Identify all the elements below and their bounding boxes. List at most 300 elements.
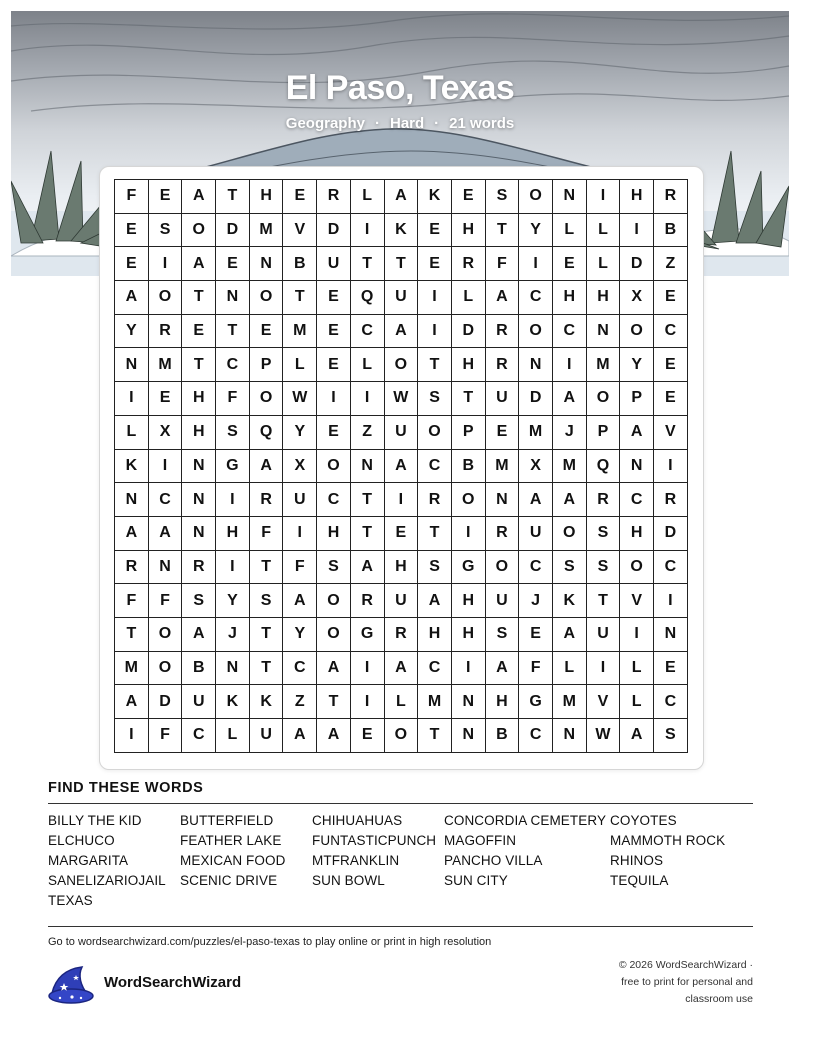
grid-cell[interactable]: M [418, 685, 452, 719]
grid-cell[interactable]: B [452, 450, 486, 484]
grid-cell[interactable]: E [317, 416, 351, 450]
grid-cell[interactable]: C [620, 483, 654, 517]
grid-cell[interactable]: O [418, 416, 452, 450]
grid-cell[interactable]: S [486, 618, 520, 652]
grid-cell[interactable]: E [654, 348, 688, 382]
grid-cell[interactable]: J [216, 618, 250, 652]
grid-cell[interactable]: T [452, 382, 486, 416]
grid-cell[interactable]: G [452, 551, 486, 585]
grid-cell[interactable]: H [452, 214, 486, 248]
grid-cell[interactable]: K [115, 450, 149, 484]
grid-cell[interactable]: Z [351, 416, 385, 450]
grid-cell[interactable]: T [418, 719, 452, 753]
grid-cell[interactable]: I [149, 450, 183, 484]
grid-cell[interactable]: C [283, 652, 317, 686]
grid-cell[interactable]: I [553, 348, 587, 382]
grid-cell[interactable]: H [250, 180, 284, 214]
grid-cell[interactable]: E [317, 281, 351, 315]
grid-cell[interactable]: R [587, 483, 621, 517]
grid-cell[interactable]: U [519, 517, 553, 551]
grid-cell[interactable]: I [620, 214, 654, 248]
grid-cell[interactable]: O [317, 618, 351, 652]
grid-cell[interactable]: E [283, 180, 317, 214]
grid-cell[interactable]: O [149, 652, 183, 686]
grid-cell[interactable]: G [216, 450, 250, 484]
grid-cell[interactable]: H [385, 551, 419, 585]
grid-cell[interactable]: I [452, 517, 486, 551]
grid-cell[interactable]: S [149, 214, 183, 248]
grid-cell[interactable]: E [250, 315, 284, 349]
grid-cell[interactable]: E [553, 247, 587, 281]
grid-cell[interactable]: D [620, 247, 654, 281]
grid-cell[interactable]: B [654, 214, 688, 248]
grid-cell[interactable]: H [587, 281, 621, 315]
grid-cell[interactable]: Z [654, 247, 688, 281]
grid-cell[interactable]: R [486, 315, 520, 349]
grid-cell[interactable]: V [620, 584, 654, 618]
grid-cell[interactable]: L [283, 348, 317, 382]
grid-cell[interactable]: K [385, 214, 419, 248]
grid-cell[interactable]: N [115, 348, 149, 382]
grid-cell[interactable]: I [418, 281, 452, 315]
grid-cell[interactable]: W [587, 719, 621, 753]
grid-cell[interactable]: J [553, 416, 587, 450]
grid-cell[interactable]: S [418, 551, 452, 585]
grid-cell[interactable]: H [452, 348, 486, 382]
grid-cell[interactable]: A [620, 719, 654, 753]
grid-cell[interactable]: T [182, 348, 216, 382]
grid-cell[interactable]: C [654, 685, 688, 719]
grid-cell[interactable]: Y [216, 584, 250, 618]
grid-cell[interactable]: D [216, 214, 250, 248]
footer-link-text[interactable]: Go to wordsearchwizard.com/puzzles/el-paso-texas to play online or print in high resolution [48, 936, 492, 948]
grid-cell[interactable]: I [587, 652, 621, 686]
grid-cell[interactable]: A [115, 685, 149, 719]
grid-cell[interactable]: V [283, 214, 317, 248]
grid-cell[interactable]: S [216, 416, 250, 450]
grid-cell[interactable]: F [486, 247, 520, 281]
grid-cell[interactable]: N [216, 281, 250, 315]
word-item: PANCHO VILLA [444, 853, 543, 868]
grid-cell[interactable]: I [620, 618, 654, 652]
grid-cell[interactable]: O [317, 450, 351, 484]
grid-cell[interactable]: U [182, 685, 216, 719]
grid-cell[interactable]: I [587, 180, 621, 214]
grid-cell[interactable]: S [587, 517, 621, 551]
grid-cell[interactable]: F [115, 584, 149, 618]
grid-cell[interactable]: U [283, 483, 317, 517]
grid-cell[interactable]: I [519, 247, 553, 281]
grid-cell[interactable]: S [587, 551, 621, 585]
grid-cell[interactable]: I [351, 652, 385, 686]
grid-cell[interactable]: P [620, 382, 654, 416]
grid-cell[interactable]: L [351, 180, 385, 214]
grid-cell[interactable]: N [620, 450, 654, 484]
grid-cell[interactable]: N [149, 551, 183, 585]
word-item: CHIHUAHUAS [312, 813, 403, 828]
grid-cell[interactable]: N [519, 348, 553, 382]
grid-cell[interactable]: E [452, 180, 486, 214]
grid-cell[interactable]: C [149, 483, 183, 517]
grid-cell[interactable]: A [553, 382, 587, 416]
grid-cell[interactable]: A [620, 416, 654, 450]
grid-cell[interactable]: P [587, 416, 621, 450]
grid-cell[interactable]: L [115, 416, 149, 450]
grid-cell[interactable]: U [587, 618, 621, 652]
grid-cell[interactable]: L [351, 348, 385, 382]
grid-cell[interactable]: I [351, 685, 385, 719]
grid-cell[interactable]: S [553, 551, 587, 585]
grid-cell[interactable]: H [620, 517, 654, 551]
grid-cell[interactable]: A [351, 551, 385, 585]
grid-cell[interactable]: N [216, 652, 250, 686]
grid-cell[interactable]: A [385, 450, 419, 484]
grid-cell[interactable]: Z [283, 685, 317, 719]
grid-cell[interactable]: S [182, 584, 216, 618]
grid-cell[interactable]: B [486, 719, 520, 753]
grid-cell[interactable]: H [317, 517, 351, 551]
grid-cell[interactable]: L [452, 281, 486, 315]
grid-cell[interactable]: I [654, 450, 688, 484]
grid-cell[interactable]: X [283, 450, 317, 484]
grid-cell[interactable]: N [182, 450, 216, 484]
grid-cell[interactable]: X [149, 416, 183, 450]
grid-cell[interactable]: R [385, 618, 419, 652]
grid-cell[interactable]: T [418, 348, 452, 382]
grid-cell[interactable]: H [216, 517, 250, 551]
grid-cell[interactable]: T [486, 214, 520, 248]
grid-cell[interactable]: O [553, 517, 587, 551]
grid-cell[interactable]: T [216, 180, 250, 214]
grid-cell[interactable]: V [654, 416, 688, 450]
grid-cell[interactable]: O [519, 180, 553, 214]
letter-grid[interactable] [114, 179, 688, 753]
grid-cell[interactable]: U [250, 719, 284, 753]
grid-cell[interactable]: I [115, 382, 149, 416]
grid-cell[interactable]: I [654, 584, 688, 618]
grid-cell[interactable]: T [250, 652, 284, 686]
grid-cell[interactable]: T [385, 247, 419, 281]
grid-cell[interactable]: H [418, 618, 452, 652]
grid-cell[interactable]: H [182, 416, 216, 450]
category-label: Geography [285, 115, 365, 132]
grid-cell[interactable]: S [250, 584, 284, 618]
grid-cell[interactable]: I [418, 315, 452, 349]
grid-cell[interactable]: E [115, 214, 149, 248]
grid-cell[interactable]: N [351, 450, 385, 484]
grid-cell[interactable]: M [553, 685, 587, 719]
grid-cell[interactable]: Y [283, 618, 317, 652]
grid-cell[interactable]: M [553, 450, 587, 484]
grid-cell[interactable]: A [149, 517, 183, 551]
grid-cell[interactable]: R [182, 551, 216, 585]
grid-cell[interactable]: N [587, 315, 621, 349]
grid-cell[interactable]: C [182, 719, 216, 753]
grid-cell[interactable]: A [486, 281, 520, 315]
grid-cell[interactable]: N [250, 247, 284, 281]
grid-cell[interactable]: A [182, 180, 216, 214]
grid-cell[interactable]: A [115, 281, 149, 315]
grid-cell[interactable]: U [385, 584, 419, 618]
grid-cell[interactable]: A [486, 652, 520, 686]
grid-cell[interactable]: S [654, 719, 688, 753]
divider [48, 926, 753, 927]
grid-cell[interactable]: T [587, 584, 621, 618]
grid-cell[interactable]: R [486, 517, 520, 551]
grid-cell[interactable]: D [317, 214, 351, 248]
grid-cell[interactable]: O [182, 214, 216, 248]
grid-cell[interactable]: H [553, 281, 587, 315]
grid-cell[interactable]: K [250, 685, 284, 719]
grid-cell[interactable]: V [587, 685, 621, 719]
grid-cell[interactable]: C [553, 315, 587, 349]
grid-cell[interactable]: E [654, 382, 688, 416]
grid-cell[interactable]: N [182, 483, 216, 517]
separator: · [434, 115, 440, 132]
grid-cell[interactable]: M [250, 214, 284, 248]
grid-cell[interactable]: A [553, 483, 587, 517]
grid-cell[interactable]: T [250, 618, 284, 652]
grid-cell[interactable]: E [654, 652, 688, 686]
grid-cell[interactable]: T [250, 551, 284, 585]
grid-cell[interactable]: F [115, 180, 149, 214]
grid-cell[interactable]: N [553, 719, 587, 753]
grid-cell[interactable]: F [283, 551, 317, 585]
grid-cell[interactable]: M [587, 348, 621, 382]
grid-cell[interactable]: C [519, 551, 553, 585]
grid-cell[interactable]: A [553, 618, 587, 652]
grid-cell[interactable]: I [452, 652, 486, 686]
grid-cell[interactable]: D [654, 517, 688, 551]
grid-cell[interactable]: Q [587, 450, 621, 484]
grid-cell[interactable]: A [385, 652, 419, 686]
grid-cell[interactable]: G [519, 685, 553, 719]
grid-cell[interactable]: A [250, 450, 284, 484]
grid-cell[interactable]: S [418, 382, 452, 416]
grid-cell[interactable]: R [250, 483, 284, 517]
grid-cell[interactable]: I [351, 382, 385, 416]
grid-cell[interactable]: F [519, 652, 553, 686]
grid-cell[interactable]: O [486, 551, 520, 585]
grid-cell[interactable]: H [182, 382, 216, 416]
grid-cell[interactable]: I [351, 214, 385, 248]
grid-cell[interactable]: C [351, 315, 385, 349]
grid-cell[interactable]: E [317, 315, 351, 349]
word-item: TEXAS [48, 893, 93, 908]
grid-cell[interactable]: C [216, 348, 250, 382]
grid-cell[interactable]: T [182, 281, 216, 315]
grid-cell[interactable]: O [250, 382, 284, 416]
grid-cell[interactable]: K [216, 685, 250, 719]
grid-cell[interactable]: M [519, 416, 553, 450]
grid-cell[interactable]: H [486, 685, 520, 719]
grid-cell[interactable]: L [620, 685, 654, 719]
grid-cell[interactable]: T [351, 483, 385, 517]
grid-cell[interactable]: I [216, 551, 250, 585]
separator: · [374, 115, 380, 132]
grid-cell[interactable]: M [486, 450, 520, 484]
grid-cell[interactable]: M [283, 315, 317, 349]
grid-cell[interactable]: X [519, 450, 553, 484]
grid-cell[interactable]: O [519, 315, 553, 349]
grid-cell[interactable]: J [519, 584, 553, 618]
grid-cell[interactable]: H [452, 618, 486, 652]
grid-cell[interactable]: C [317, 483, 351, 517]
grid-cell[interactable]: I [283, 517, 317, 551]
grid-cell[interactable]: R [418, 483, 452, 517]
grid-cell[interactable]: T [351, 247, 385, 281]
grid-cell[interactable]: A [418, 584, 452, 618]
grid-cell[interactable]: E [317, 348, 351, 382]
grid-cell[interactable]: A [519, 483, 553, 517]
grid-cell[interactable]: I [115, 719, 149, 753]
grid-cell[interactable]: K [553, 584, 587, 618]
grid-cell[interactable]: R [486, 348, 520, 382]
grid-cell[interactable]: T [283, 281, 317, 315]
grid-cell[interactable]: A [283, 584, 317, 618]
grid-cell[interactable]: U [486, 584, 520, 618]
grid-cell[interactable]: D [519, 382, 553, 416]
grid-cell[interactable]: E [216, 247, 250, 281]
grid-cell[interactable]: H [452, 584, 486, 618]
grid-cell[interactable]: P [250, 348, 284, 382]
grid-cell[interactable]: T [351, 517, 385, 551]
grid-cell[interactable]: E [182, 315, 216, 349]
grid-cell[interactable]: S [317, 551, 351, 585]
grid-cell[interactable]: K [418, 180, 452, 214]
grid-cell[interactable]: D [452, 315, 486, 349]
grid-cell[interactable]: F [216, 382, 250, 416]
grid-cell[interactable]: E [486, 416, 520, 450]
grid-cell[interactable]: U [385, 416, 419, 450]
grid-cell[interactable]: Y [620, 348, 654, 382]
grid-cell[interactable]: E [418, 247, 452, 281]
grid-cell[interactable]: O [452, 483, 486, 517]
grid-cell[interactable]: C [418, 450, 452, 484]
grid-cell[interactable]: L [587, 214, 621, 248]
grid-cell[interactable]: M [115, 652, 149, 686]
grid-cell[interactable]: R [115, 551, 149, 585]
grid-cell[interactable]: C [654, 315, 688, 349]
grid-cell[interactable]: N [115, 483, 149, 517]
grid-cell[interactable]: F [149, 719, 183, 753]
grid-cell[interactable]: W [283, 382, 317, 416]
grid-cell[interactable]: P [452, 416, 486, 450]
grid-cell[interactable]: U [385, 281, 419, 315]
grid-cell[interactable]: O [385, 719, 419, 753]
grid-cell[interactable]: E [654, 281, 688, 315]
grid-cell[interactable]: R [654, 180, 688, 214]
grid-cell[interactable]: R [317, 180, 351, 214]
grid-cell[interactable]: Y [283, 416, 317, 450]
grid-cell[interactable]: U [317, 247, 351, 281]
grid-cell[interactable]: N [486, 483, 520, 517]
grid-cell[interactable]: O [250, 281, 284, 315]
grid-cell[interactable]: F [250, 517, 284, 551]
grid-cell[interactable]: N [452, 685, 486, 719]
grid-cell[interactable]: W [385, 382, 419, 416]
grid-cell[interactable]: E [519, 618, 553, 652]
grid-cell[interactable]: B [182, 652, 216, 686]
grid-cell[interactable]: O [587, 382, 621, 416]
grid-cell[interactable]: R [654, 483, 688, 517]
brand-name[interactable]: WordSearchWizard [104, 974, 242, 991]
grid-cell[interactable]: O [149, 618, 183, 652]
grid-cell[interactable]: O [620, 551, 654, 585]
grid-cell[interactable]: E [351, 719, 385, 753]
grid-cell[interactable]: F [149, 584, 183, 618]
grid-cell[interactable]: A [385, 315, 419, 349]
grid-cell[interactable]: O [385, 348, 419, 382]
grid-cell[interactable]: O [317, 584, 351, 618]
grid-cell[interactable]: A [283, 719, 317, 753]
grid-cell[interactable]: E [149, 382, 183, 416]
grid-cell[interactable]: A [115, 517, 149, 551]
grid-cell[interactable]: A [385, 180, 419, 214]
grid-cell[interactable]: Q [250, 416, 284, 450]
grid-cell[interactable]: L [620, 652, 654, 686]
grid-cell[interactable]: L [587, 247, 621, 281]
grid-cell[interactable]: E [385, 517, 419, 551]
grid-cell[interactable]: O [149, 281, 183, 315]
grid-cell[interactable]: E [149, 180, 183, 214]
grid-cell[interactable]: T [418, 517, 452, 551]
grid-cell[interactable]: I [149, 247, 183, 281]
grid-cell[interactable]: O [620, 315, 654, 349]
grid-cell[interactable]: C [418, 652, 452, 686]
grid-cell[interactable]: T [216, 315, 250, 349]
grid-cell[interactable]: C [519, 719, 553, 753]
grid-cell[interactable]: T [317, 685, 351, 719]
grid-cell[interactable]: X [620, 281, 654, 315]
grid-cell[interactable]: L [216, 719, 250, 753]
grid-cell[interactable]: N [553, 180, 587, 214]
grid-cell[interactable]: Q [351, 281, 385, 315]
grid-cell[interactable]: I [385, 483, 419, 517]
grid-cell[interactable]: L [385, 685, 419, 719]
grid-cell[interactable]: L [553, 214, 587, 248]
grid-cell[interactable]: G [351, 618, 385, 652]
grid-cell[interactable]: N [452, 719, 486, 753]
grid-cell[interactable]: L [553, 652, 587, 686]
grid-cell[interactable]: A [317, 719, 351, 753]
grid-cell[interactable]: I [216, 483, 250, 517]
grid-cell[interactable]: C [654, 551, 688, 585]
word-item: BILLY THE KID [48, 813, 142, 828]
grid-cell[interactable]: I [317, 382, 351, 416]
grid-cell[interactable]: Y [519, 214, 553, 248]
grid-cell[interactable]: N [182, 517, 216, 551]
grid-cell[interactable]: M [149, 348, 183, 382]
grid-cell[interactable]: R [149, 315, 183, 349]
grid-cell[interactable]: Y [115, 315, 149, 349]
grid-cell[interactable]: A [317, 652, 351, 686]
grid-cell[interactable]: A [182, 618, 216, 652]
grid-cell[interactable]: S [486, 180, 520, 214]
grid-cell[interactable]: E [115, 247, 149, 281]
grid-cell[interactable]: U [486, 382, 520, 416]
grid-cell[interactable]: R [452, 247, 486, 281]
grid-cell[interactable]: D [149, 685, 183, 719]
grid-cell[interactable]: T [115, 618, 149, 652]
grid-cell[interactable]: R [351, 584, 385, 618]
grid-cell[interactable]: E [418, 214, 452, 248]
grid-cell[interactable]: A [182, 247, 216, 281]
grid-cell[interactable]: C [519, 281, 553, 315]
grid-cell[interactable]: N [654, 618, 688, 652]
grid-cell[interactable]: B [283, 247, 317, 281]
grid-cell[interactable]: H [620, 180, 654, 214]
